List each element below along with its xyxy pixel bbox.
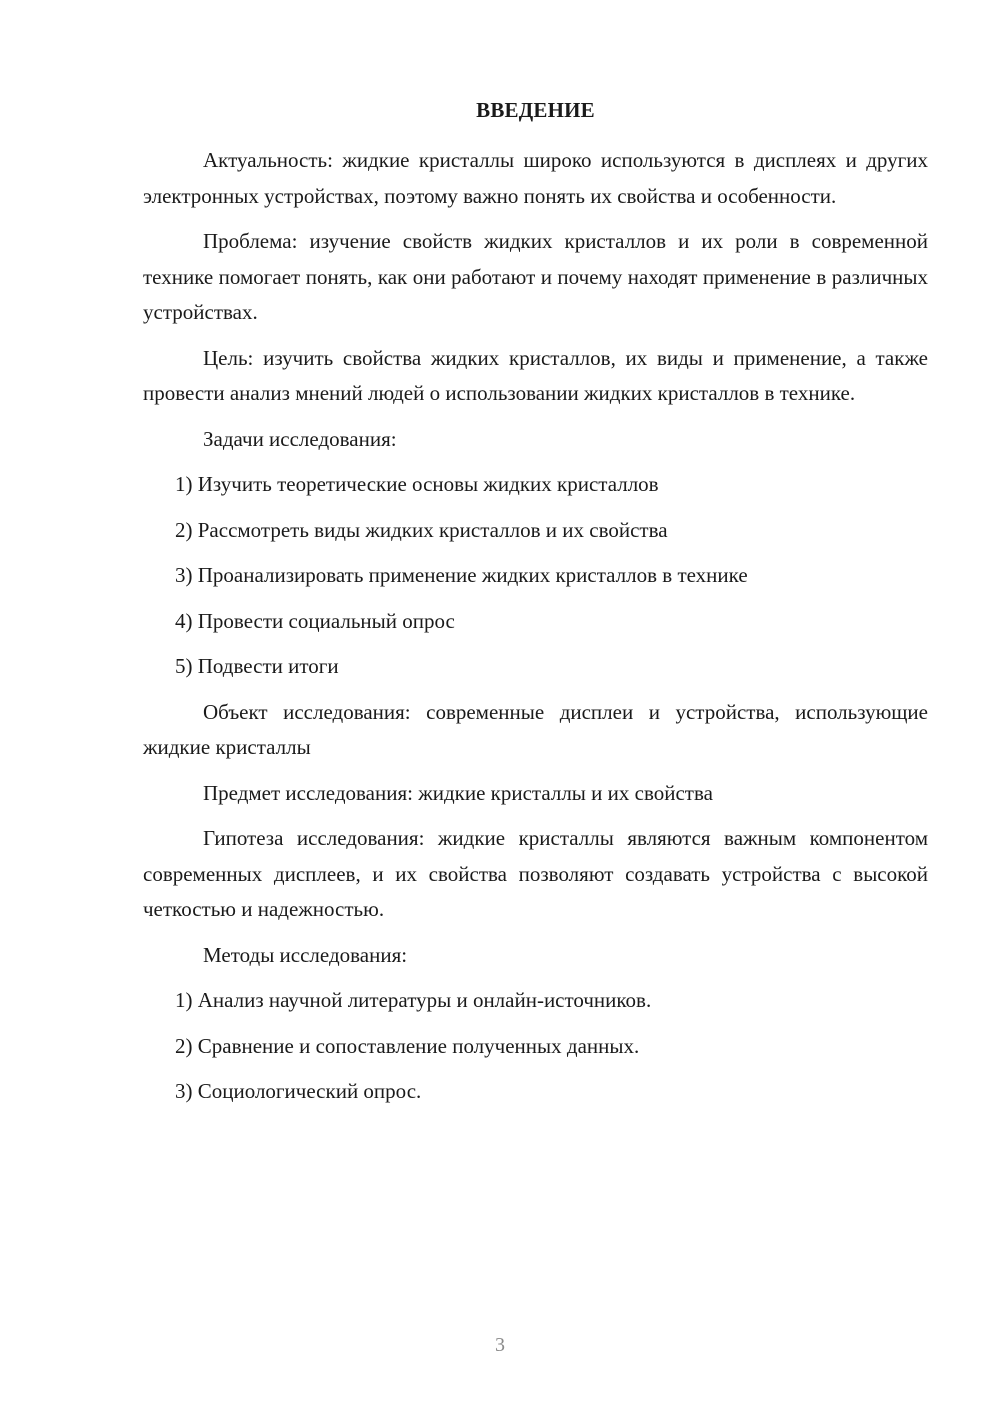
subject-paragraph: Предмет исследования: жидкие кристаллы и их свойства <box>203 780 713 805</box>
task-item: 4) Провести социальный опрос <box>175 608 455 633</box>
task-item: 3) Проанализировать применение жидких кристаллов в технике <box>175 563 748 587</box>
page-number: 3 <box>495 1334 505 1356</box>
task-item: 5) Подвести итоги <box>175 654 339 678</box>
task-item: 2) Рассмотреть виды жидких кристаллов и их свойства <box>175 517 668 542</box>
task-item: 1) Изучить теоретические основы жидких кристаллов <box>175 472 659 496</box>
method-item: 1) Анализ научной литературы и онлайн-источников. <box>175 988 652 1012</box>
section-title: ВВЕДЕНИЕ <box>476 98 595 122</box>
document-body <box>143 143 928 1120</box>
relevance-paragraph: Актуальность: жидкие кристаллы широко используются в дисплеях и других электронных устройствах, поэтому важно понять их свойства и особенности. <box>143 148 928 208</box>
goal-paragraph: Цель: изучить свойства жидких кристаллов, их виды и применение, а также провести анализ мнений людей о использовании жидких кристаллов в технике. <box>143 345 928 405</box>
method-item: 3) Социологический опрос. <box>175 1079 422 1103</box>
hypothesis-paragraph: Гипотеза исследования: жидкие кристаллы являются важным компонентом современных дисплеев, и их свойства позволяют создавать устройства с высокой четкостью и надежностью. <box>143 826 928 921</box>
tasks-heading: Задачи исследования: <box>203 426 397 451</box>
problem-paragraph: Проблема: изучение свойств жидких кристаллов и их роли в современной технике помогает понять, как они работают и почему находят применение в различных устройствах. <box>143 229 928 324</box>
method-item: 2) Сравнение и сопоставление полученных данных. <box>175 1033 640 1058</box>
object-paragraph: Объект исследования: современные дисплеи и устройства, использующие жидкие кристаллы <box>143 699 928 759</box>
methods-heading: Методы исследования: <box>203 942 408 967</box>
